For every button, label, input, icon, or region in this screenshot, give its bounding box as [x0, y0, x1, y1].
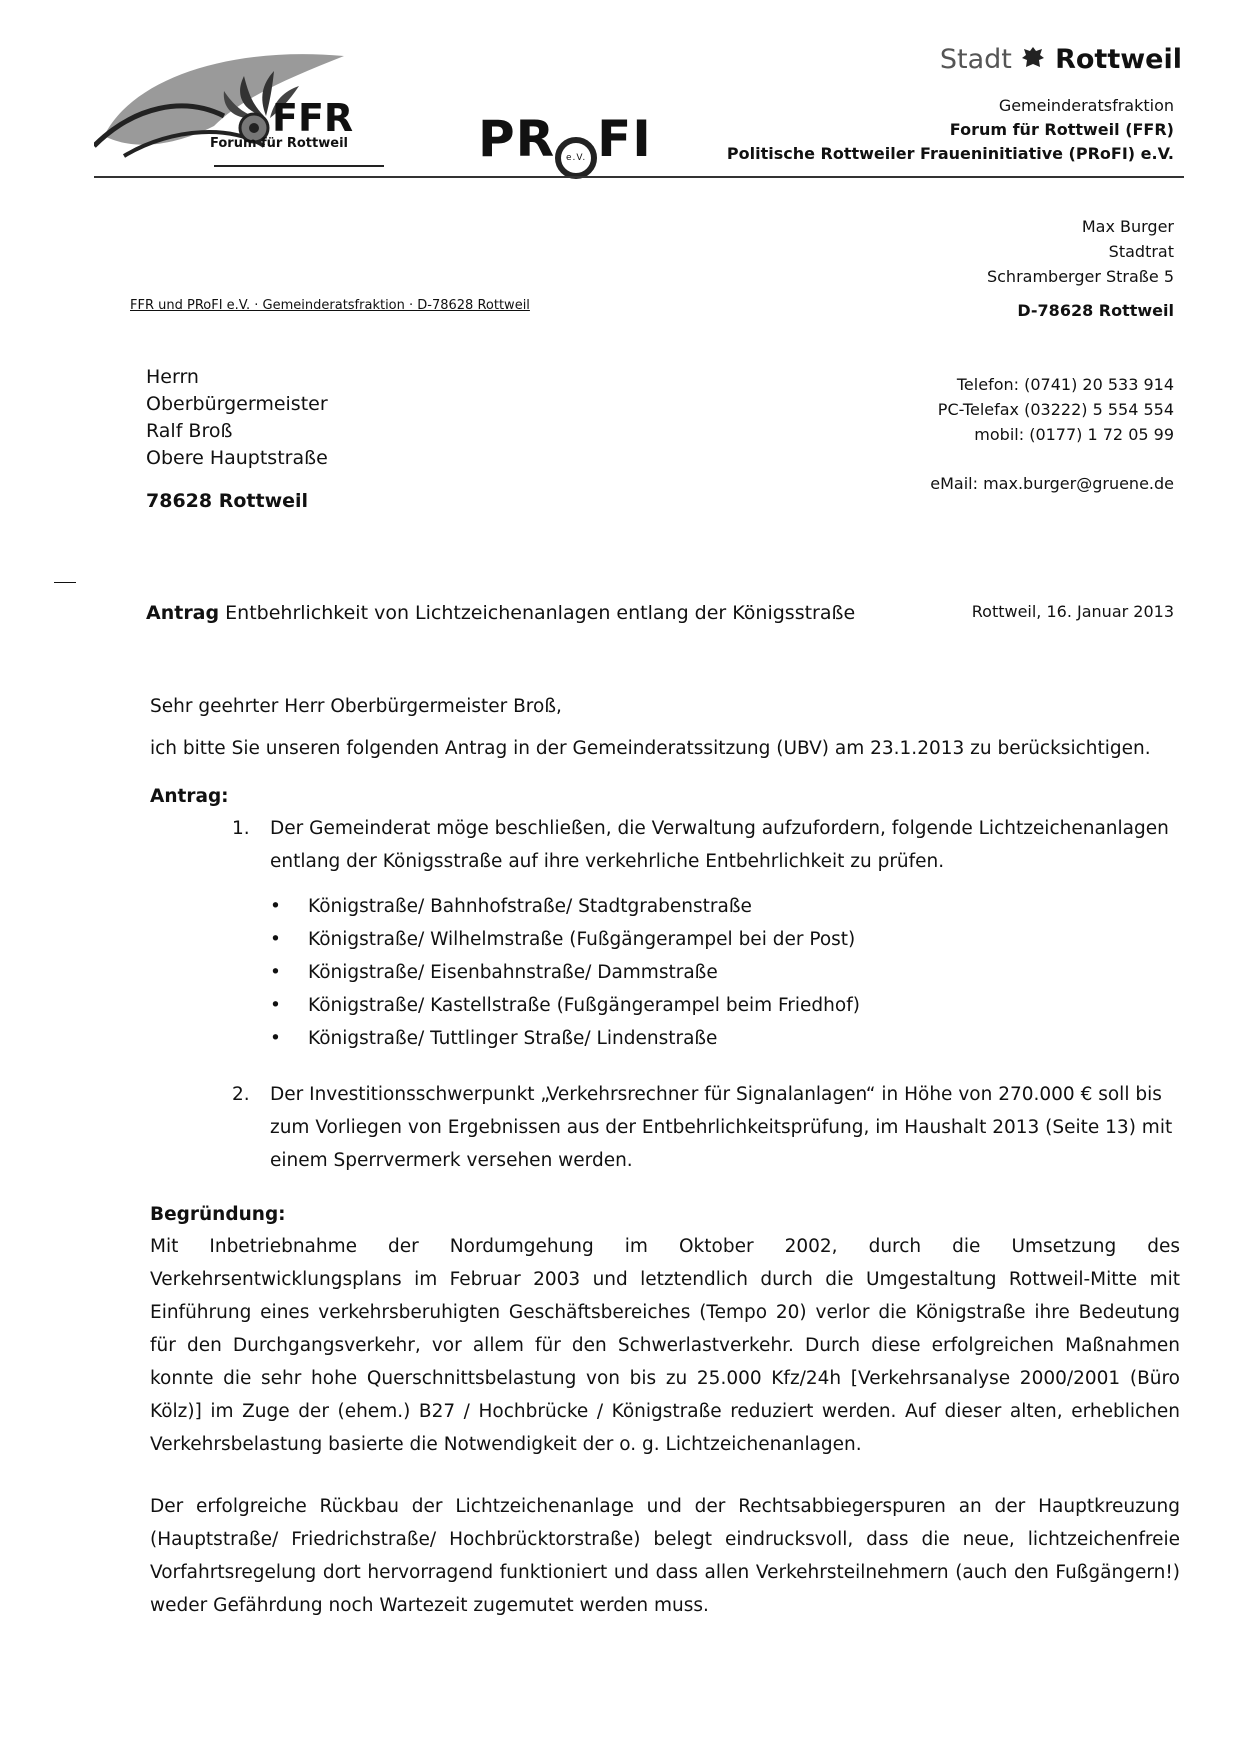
begruendung-paragraph-1: Mit Inbetriebnahme der Nordumgehung im Oktober 2002, durch die Umsetzung des Verkehrsentwicklungsplans im Februar 2003 und letztendlich durch die Umgestaltung Rottweil-Mitte mit Einführung eines verkehrsberuhigten Geschäftsbereiches (Tempo 20) verlor die Königstraße ihre Bedeutung für den Durchgangsverkehr, vor allem für den Schwerlastverkehr. Durch diese erfolgreichen Maßnahmen konnte die sehr hohe Querschnittsbelastung von bis zu 25.000 Kfz/24h [Verkehrsanalyse 2000/2001 (Büro Kölz)] im Zuge der (ehem.) B27 / Hochbrücke / Königstraße reduziert werden. Auf dieser alten, erheblichen Verkehrsbelastung basierte die Notwendigkeit der o. g. Lichtzeichenanlagen. — [150, 1236, 1180, 1455]
recipient-address — [146, 364, 328, 515]
list-item: • Königstraße/ Eisenbahnstraße/ Dammstraße — [270, 956, 860, 989]
intersection-list — [270, 890, 860, 1055]
profi-logo-right: FI — [597, 110, 652, 168]
recipient-title: Oberbürgermeister — [146, 393, 328, 415]
item-text: Der Investitionsschwerpunkt „Verkehrsrechner für Signalanlagen“ in Höhe von 270.000 € soll bis zum Vorliegen von Ergebnissen aus der Entbehrlichkeitsprüfung, im Haushalt 2013 (Seite 13) mit einem Sperrvermerk versehen werden. — [270, 1084, 1173, 1171]
letter-salutation: Sehr geehrter Herr Oberbürgermeister Broß, — [150, 696, 562, 717]
subject-label: Antrag — [146, 602, 220, 624]
subject-text: Entbehrlichkeit von Lichtzeichenanlagen entlang der Königsstraße — [219, 602, 856, 624]
sender-role: Stadtrat — [1108, 242, 1174, 261]
return-address: FFR und PRoFI e.V. · Gemeinderatsfraktion · D-78628 Rottweil — [130, 298, 530, 313]
list-item: • Königstraße/ Tuttlinger Straße/ Lindenstraße — [270, 1022, 860, 1055]
begruendung-paragraph-2: Der erfolgreiche Rückbau der Lichtzeichenanlage und der Rechtsabbiegerspuren an der Hauptkreuzung (Hauptstraße/ Friedrichstraße/ Hochbrücktorstraße) belegt eindrucksvoll, dass die neue, lichtzeichenfreie Vorfahrtsregelung dort hervorragend funktioniert und dass allen Verkehrsteilnehmern (auch den Fußgängern!) weder Gefährdung noch Wartezeit zugemutet werden muss. — [150, 1496, 1180, 1616]
stadt-prefix: Stadt — [939, 44, 1012, 75]
stadt-rottweil-logo — [940, 44, 1182, 75]
faction-line-2: Forum für Rottweil (FFR) — [949, 120, 1174, 139]
antrag-item-2 — [232, 1078, 1180, 1177]
recipient-salutation: Herrn — [146, 366, 199, 388]
recipient-name: Ralf Broß — [146, 420, 233, 442]
contact-block — [930, 372, 1174, 496]
item-number: 2. — [232, 1084, 250, 1105]
item-text: Der Gemeinderat möge beschließen, die Verwaltung aufzufordern, folgende Lichtzeichenanlagen entlang der Königsstraße auf ihre verkehrliche Entbehrlichkeit zu prüfen. — [270, 818, 1169, 872]
subject-line — [146, 602, 855, 624]
profi-logo — [478, 110, 652, 175]
sender-block — [987, 214, 1174, 323]
faction-line-1: Gemeinderatsfraktion — [998, 96, 1174, 115]
antrag-heading: Antrag: — [150, 786, 229, 807]
stadt-name: Rottweil — [1055, 44, 1182, 75]
begruendung-heading: Begründung: — [150, 1204, 286, 1225]
contact-mobile: mobil: (0177) 1 72 05 99 — [974, 425, 1174, 444]
header-divider — [94, 176, 1184, 178]
sender-street: Schramberger Straße 5 — [986, 267, 1174, 286]
letter-intro: ich bitte Sie unseren folgenden Antrag in der Gemeinderatssitzung (UBV) am 23.1.2013 zu berücksichtigen. — [150, 738, 1151, 759]
faction-line-3: Politische Rottweiler Fraueninitiative (PRoFI) e.V. — [726, 144, 1174, 163]
profi-logo-ev: e.V. — [555, 137, 597, 179]
faction-header — [727, 94, 1174, 166]
list-item: • Königstraße/ Wilhelmstraße (Fußgängerampel bei der Post) — [270, 923, 860, 956]
eagle-crest-icon — [1022, 45, 1044, 71]
recipient-street: Obere Hauptstraße — [146, 447, 328, 469]
recipient-city: 78628 Rottweil — [146, 490, 309, 512]
profi-logo-left: PR — [478, 110, 556, 168]
ffr-logo-subtitle: Forum für Rottweil — [210, 136, 348, 151]
sender-city: D-78628 Rottweil — [1017, 301, 1174, 320]
letter-date: Rottweil, 16. Januar 2013 — [971, 602, 1174, 621]
ffr-logo — [94, 36, 394, 176]
fold-mark — [54, 582, 76, 583]
list-item: • Königstraße/ Bahnhofstraße/ Stadtgrabenstraße — [270, 890, 860, 923]
list-item: • Königstraße/ Kastellstraße (Fußgängerampel beim Friedhof) — [270, 989, 860, 1022]
ffr-logo-text: FFR — [272, 96, 354, 140]
contact-email[interactable]: eMail: max.burger@gruene.de — [930, 474, 1174, 493]
sender-name: Max Burger — [1081, 217, 1174, 236]
contact-phone: Telefon: (0741) 20 533 914 — [956, 375, 1174, 394]
contact-fax: PC-Telefax (03222) 5 554 554 — [937, 400, 1174, 419]
item-number: 1. — [232, 818, 250, 839]
antrag-item-1 — [232, 812, 1180, 878]
